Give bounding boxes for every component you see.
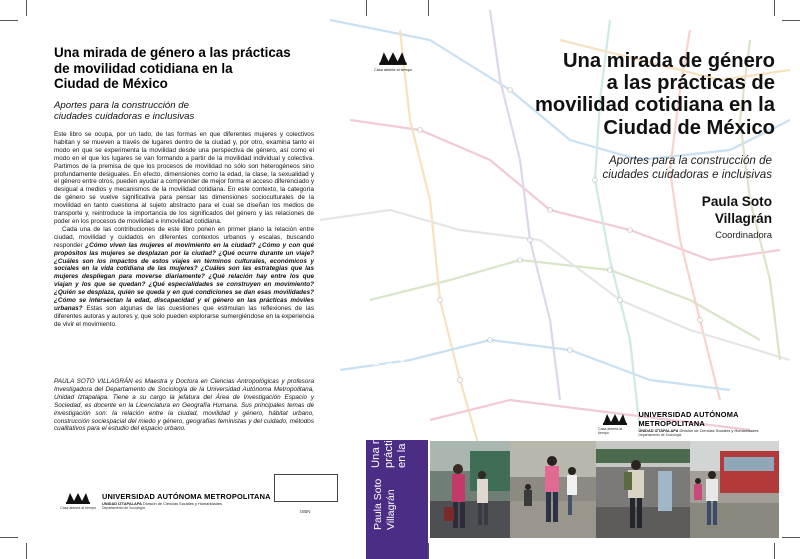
crop-mark xyxy=(428,0,429,16)
back-uam-logo xyxy=(60,491,271,510)
unit-department: Departamento de Sociología xyxy=(101,505,145,510)
unit-name: UNIDAD IZTAPALAPA xyxy=(638,428,679,433)
front-uam-logo xyxy=(374,50,412,72)
back-synopsis xyxy=(54,131,314,329)
crop-mark xyxy=(26,0,27,16)
spine-title xyxy=(370,194,424,468)
back-title-line: de movilidad cotidiana en la xyxy=(54,60,233,76)
synopsis-text: Estas son algunas de las cuestiones que estimulan las reflexiones de las diferentes autoras y autores y, que solo pueden explorarse sumergiéndose en la experiencia de vivir el movimiento. xyxy=(54,304,314,328)
unit-division: División de Ciencias Sociales y Humanidades xyxy=(679,428,759,433)
synopsis-paragraph: Este libro se ocupa, por un lado, de las formas en que diferentes mujeres y colectivos habitan y se mueven a través de lugares dentro de la ciudad y, por otro, examina tanto el modo en que se experimenta la movilidad desde una perspectiva de género, así como el modo en el que los lugares se van formando a partir de la movilidad individual y colectiva. Partimos de la premisa de que los procesos de movilidad no sólo son heterogéneos sino profundamente desiguales. En efecto, dimensiones como la edad, la clase, la sexualidad y el género entre otros, pueden ayudar a comprender de mejor forma el acceso diferenciado y desigual a medios y mecanismos de la movilidad cotidiana. En este contexto, la categoría de género se vuelve significativa para pensar las dimensiones socioculturales de la movilidad en tanto cuestiona al sujeto abstracto para el cual se diseñan los medios de transporte y, reintroduce la importancia de los significados del género y las relaciones de poder en los procesos de movilidad e inmovilidad cotidiana. xyxy=(54,131,314,225)
uam-logo-icon xyxy=(598,412,632,435)
university-name: UNIVERSIDAD AUTÓNOMA METROPOLITANA xyxy=(101,491,271,501)
logo-tagline: Casa abierta al tiempo xyxy=(598,427,623,435)
photo-street xyxy=(510,441,596,538)
spine-title-line: prácticas de movilidad cotidiana xyxy=(382,307,395,468)
photo-metro-station xyxy=(430,441,510,538)
front-author-line: Paula Soto xyxy=(701,194,772,209)
back-title-line: Ciudad de México xyxy=(54,76,168,91)
back-title-line: Una mirada de género a las prácticas xyxy=(54,45,291,60)
uam-wordmark xyxy=(638,410,800,437)
front-title-line: Ciudad de México xyxy=(603,116,775,139)
uam-wordmark xyxy=(102,492,271,510)
uam-logo-icon xyxy=(378,50,408,66)
spine-author xyxy=(372,479,397,530)
crop-mark xyxy=(782,20,800,21)
spine-author-line: Paula Soto xyxy=(372,478,384,530)
isbn-barcode-box xyxy=(274,474,338,502)
front-subtitle-line: Aportes para la construcción de xyxy=(608,154,772,167)
synopsis-paragraph xyxy=(54,226,314,329)
front-author-line: Villagrán xyxy=(714,211,772,226)
back-cover-heading xyxy=(44,45,314,122)
crop-mark xyxy=(774,543,775,559)
unit-name: UNIDAD IZTAPALAPA xyxy=(101,500,142,506)
uam-logo-icon xyxy=(60,491,96,510)
crop-mark xyxy=(782,537,800,538)
crop-mark xyxy=(774,0,775,16)
back-title xyxy=(54,45,314,92)
spine-title-line: Una mirada de género a las xyxy=(370,328,382,468)
photo-collage xyxy=(430,441,779,538)
author-bio: PAULA SOTO VILLAGRÁN es Maestra y Doctora en Ciencias Antropológicas y profesora Investigadora del Departamento de Sociología de la Universidad Autónoma Metropolitana, Unidad Iztapalapa. Tiene a su cargo la jefatura del Área de Investigación Espacio y Sociedad, es docente en la Licenciatura en Geografía Humana. Sus principales temas de investigación son: la relación entre la ciudad, movilidad y género, hábitat urbano, construcción sociespacial del miedo y género, geografías feministas y del cuidado, métodos cualitativos para el estudio del espacio urbano. xyxy=(54,378,314,433)
unit-division: División de Ciencias Sociales y Humanidades xyxy=(143,500,222,506)
spine-author-line: Villagrán xyxy=(384,489,397,530)
crop-mark xyxy=(26,543,27,559)
front-subtitle-line: ciudades cuidadoras e inclusivas xyxy=(602,168,772,181)
front-title-line: movilidad cotidiana en la xyxy=(534,94,775,117)
logo-tagline: Casa abierta al tiempo xyxy=(374,68,412,72)
university-name: UNIVERSIDAD AUTÓNOMA METROPOLITANA xyxy=(638,410,739,428)
front-title-line: Una mirada de género xyxy=(562,50,775,72)
synopsis-text: Cada una de las contribuciones de este libro ponen en primer plano la relación entre ciudad, movilidad y cuidados en diferentes contextos urbanos y escalas, buscando responder xyxy=(54,225,314,249)
crop-mark xyxy=(0,537,18,538)
isbn-label: ISBN xyxy=(300,509,311,514)
photo-bus-stop xyxy=(596,441,690,538)
unit-department: Departamento de Sociología xyxy=(638,433,682,437)
logo-tagline: Casa abierta al tiempo xyxy=(60,506,96,510)
spine-title-line: en la Ciudad de México xyxy=(395,349,408,468)
front-uam-wordmark-logo xyxy=(598,410,800,437)
photo-metrobus xyxy=(690,441,779,538)
front-title-line: a las prácticas de xyxy=(606,72,775,95)
back-subtitle xyxy=(54,100,314,122)
crop-mark xyxy=(366,0,367,16)
front-subtitle xyxy=(472,154,772,182)
front-author xyxy=(702,193,772,227)
synopsis-questions: ¿Cómo viven las mujeres el movimiento en la ciudad? ¿Cómo y con qué propósitos las mujeres se desplazan por la ciudad? ¿Qué ocurre durante un viaje? ¿Cuáles son los impactos de estos viajes en términos culturales, económicos y sociales en la vida cotidiana de las mujeres? ¿Cuáles son las estrategias que las mujeres despliegan para moverse diariamente? ¿Qué relación hay entre los que viajan y los que se quedan? ¿Qué especialidades se construyen en movimiento? ¿Quién se desplaza, quién se queda y en qué condiciones se dan esas movilidades? ¿Cómo se intersectan la edad, discapacidad y el género en las prácticas móviles urbanas? xyxy=(54,241,315,312)
back-subtitle-line: Aportes para la construcción de xyxy=(54,99,189,111)
crop-mark xyxy=(0,20,18,21)
crop-mark xyxy=(428,543,429,559)
front-role: Coordinadora xyxy=(715,229,772,240)
front-title xyxy=(435,50,775,139)
back-subtitle-line: ciudades cuidadoras e inclusivas xyxy=(54,110,195,122)
